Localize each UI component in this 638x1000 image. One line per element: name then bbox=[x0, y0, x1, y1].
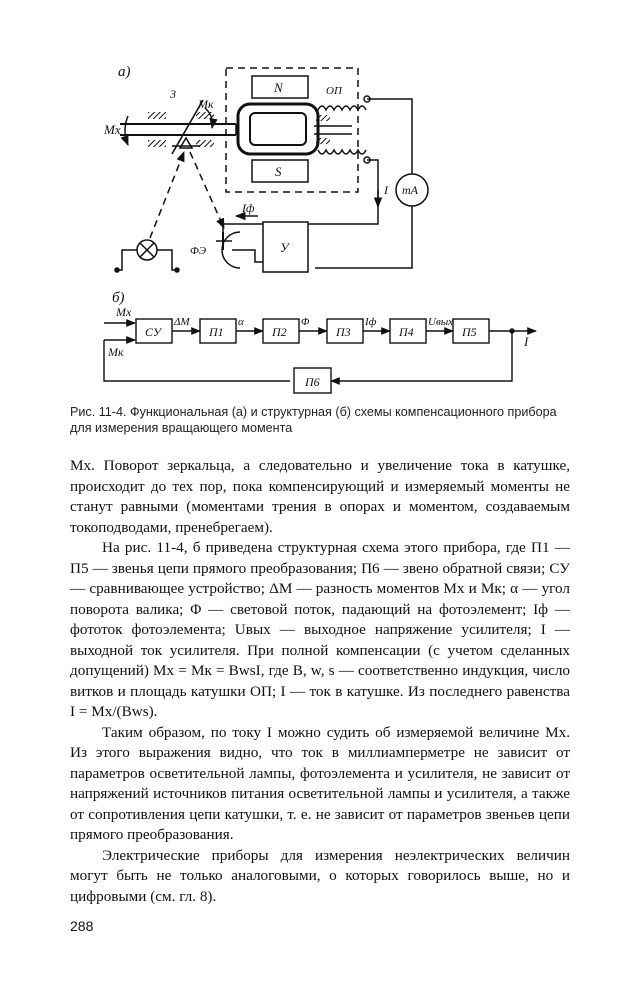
block-label-4: П3 bbox=[336, 325, 351, 339]
label-n: N bbox=[274, 80, 283, 95]
output-i-label: I bbox=[524, 334, 529, 349]
diagram-b bbox=[104, 290, 536, 393]
diagram-a bbox=[103, 64, 428, 272]
light-ray-in bbox=[150, 152, 184, 238]
paragraph-1: Mx. Поворот зеркальца, а следовательно и увеличение тока в катушке, происходит до тех пор, пока компенсирующий и измеряемый моменты не станут равными (моментами трения в опорах и моментом, создаваемым токоподводами, пренебрегаем). bbox=[70, 457, 570, 536]
signal-label-5: Uвых bbox=[428, 316, 454, 328]
coil-inner bbox=[250, 113, 306, 145]
label-if: Iф bbox=[242, 201, 255, 215]
signal-label-3: Φ bbox=[301, 316, 310, 328]
block-p6-label: П6 bbox=[305, 375, 320, 389]
paragraph-2: На рис. 11-4, б приведена структурная схема этого прибора, где П1 — П5 — звенья цепи прямого преобразования; П6 — звено обратной связи; СУ — сравнивающее устройство; ΔM — разность моментов Mx и Mк; α — угол поворота валика; Φ — световой поток, падающий на фотоэлемент; Iф — фототок фотоэлемента; Uвых — выходное напряжение усилителя; I — выходной ток усилителя. При полной компенсации (с учетом сделанных допущений) Mx = Mк = BwsI, где B, w, s — соответственно индукция, число витков и площадь катушки ОП; I — ток в катушке. Из последнего равенства I = Mx/(Bws). bbox=[70, 539, 570, 720]
figure-caption: Рис. 11-4. Функциональная (а) и структурная (б) схемы компенсационного прибора для измерения вращающего момента bbox=[70, 405, 557, 435]
label-i: I bbox=[384, 183, 388, 197]
label-op: ОП bbox=[326, 85, 342, 97]
label-mk: Mк bbox=[198, 97, 214, 111]
feedback-mk-label: Mк bbox=[108, 345, 124, 359]
block-label-3: П2 bbox=[272, 325, 287, 339]
spring-top bbox=[318, 106, 366, 110]
signal-label-1: ΔM bbox=[174, 316, 190, 328]
label-3: 3 bbox=[170, 87, 176, 101]
panel-a-label: а) bbox=[118, 64, 131, 80]
page-number: 288 bbox=[70, 918, 94, 934]
label-u: У bbox=[280, 240, 289, 255]
figure-11-4 bbox=[0, 0, 638, 400]
bearing-left-top bbox=[148, 112, 166, 119]
label-s: S bbox=[275, 164, 282, 179]
block-label-6: П5 bbox=[462, 325, 477, 339]
label-mx: Mx bbox=[104, 122, 121, 137]
rotation-arrow-mx bbox=[125, 116, 128, 145]
paragraph-4: Электрические приборы для измерения неэлектрических величин могут быть не только аналоговыми, о которых говорилось выше, но и цифровыми (см. гл. 8). bbox=[70, 846, 570, 905]
panel-b-label: б) bbox=[112, 290, 125, 306]
block-label-5: П4 bbox=[399, 325, 414, 339]
body-text bbox=[70, 456, 570, 907]
block-label-2: П1 bbox=[209, 325, 224, 339]
forward-chain bbox=[136, 316, 489, 343]
spring-bottom bbox=[318, 150, 366, 154]
signal-label-2: α bbox=[238, 316, 244, 328]
block-label-1: СУ bbox=[145, 325, 161, 339]
label-ma: mA bbox=[402, 183, 418, 197]
signal-label-4: Iф bbox=[365, 316, 377, 328]
paragraph-3: Таким образом, по току I можно судить об измеряемой величине Mx. Из этого выражения видно, что ток в миллиамперметре не зависит от параметров осветительной лампы, фотоэлемента и усилителя, не зависит от напряжений источников питания осветительной лампы и усилителя, а также от сопротивления цепи катушки, т. е. не зависит от параметров звеньев цепи прямого преобразования. bbox=[70, 723, 570, 843]
label-fe: ФЭ bbox=[190, 245, 207, 257]
light-ray-out bbox=[190, 152, 224, 228]
input-mx-label: Mx bbox=[116, 305, 132, 319]
bearing-left-bottom bbox=[148, 140, 166, 147]
